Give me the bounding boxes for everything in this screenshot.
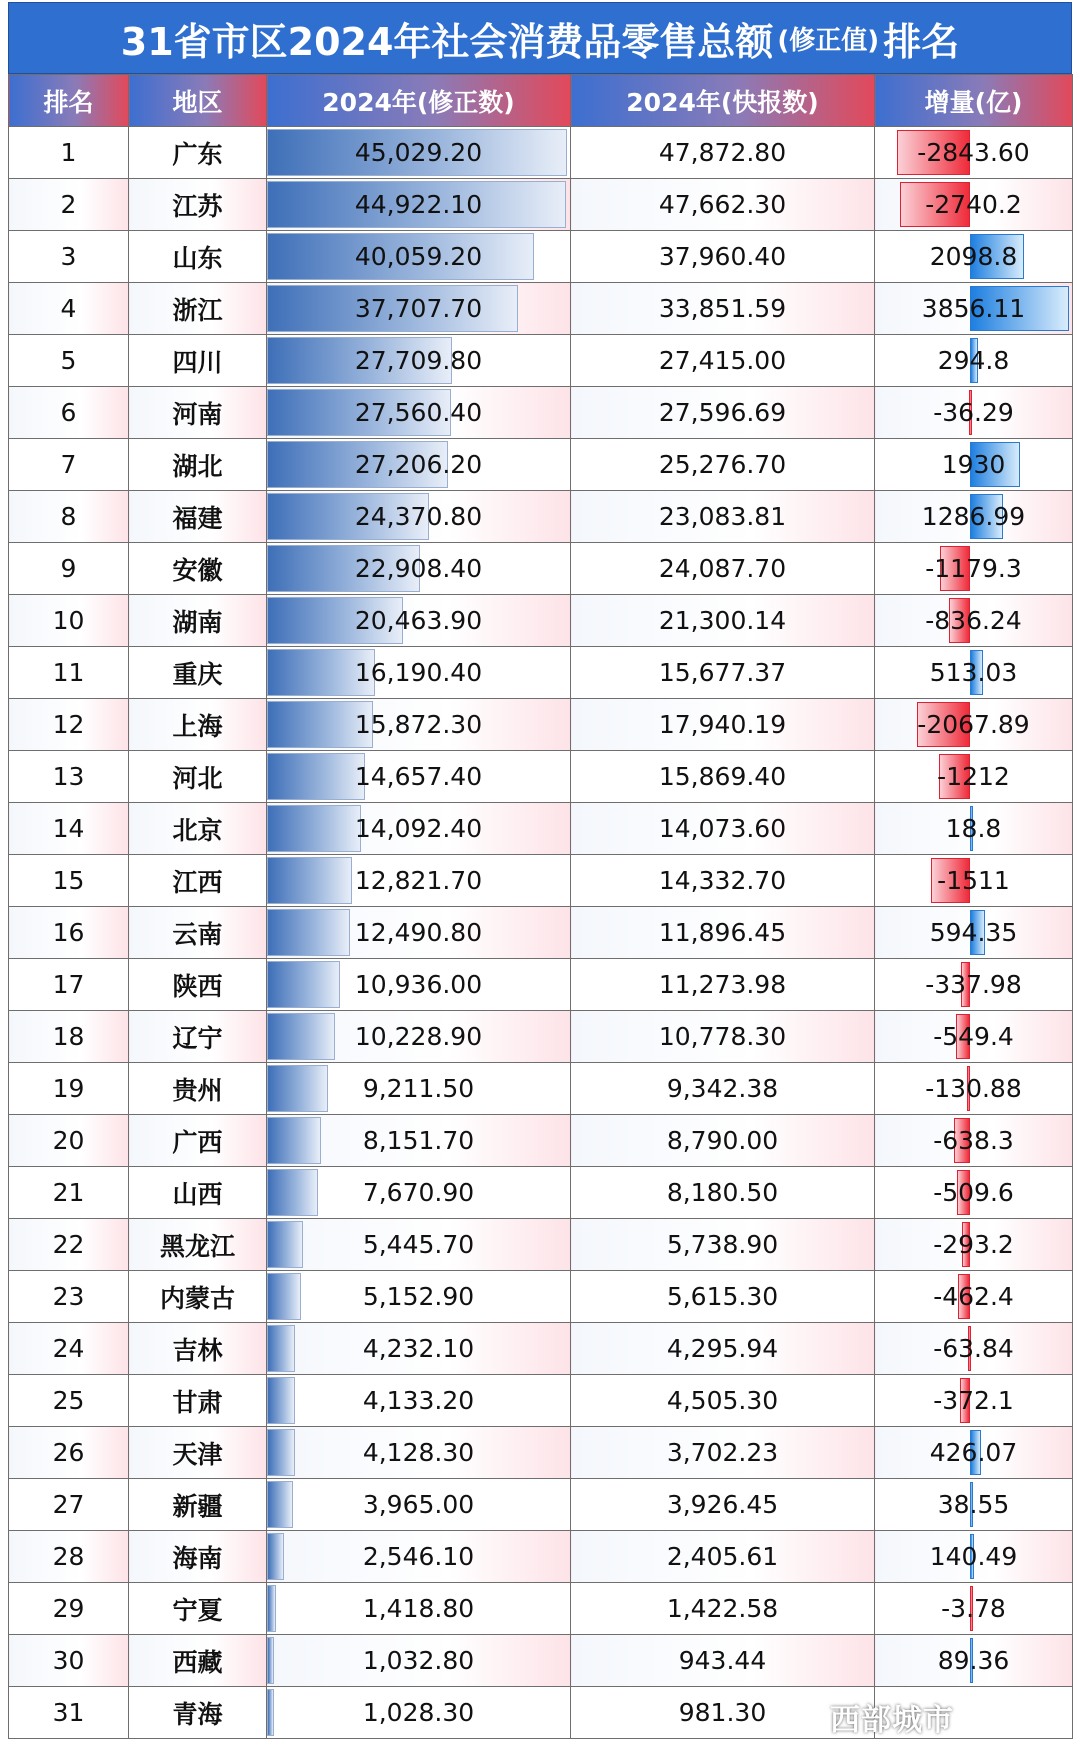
- rank-cell: 2: [9, 179, 129, 231]
- region-cell: 贵州: [129, 1063, 267, 1115]
- revised-cell: [267, 283, 571, 335]
- rank-cell: 3: [9, 231, 129, 283]
- revised-cell: [267, 231, 571, 283]
- delta-value: 1286.99: [921, 502, 1026, 531]
- rank-cell: 26: [9, 1427, 129, 1479]
- revised-value: 27,560.40: [354, 398, 483, 427]
- revised-value: 45,029.20: [354, 138, 483, 167]
- ranking-table-container: [8, 2, 1072, 1739]
- delta-cell: [875, 647, 1073, 699]
- rank-cell: 29: [9, 1583, 129, 1635]
- rank-cell: 12: [9, 699, 129, 751]
- revised-value: 1,028.30: [362, 1698, 475, 1727]
- table-row: [9, 907, 1073, 959]
- flash-cell: 21,300.14: [571, 595, 875, 647]
- revised-cell: [267, 1063, 571, 1115]
- rank-cell: 14: [9, 803, 129, 855]
- flash-cell: 14,332.70: [571, 855, 875, 907]
- revised-bar: [267, 1169, 318, 1216]
- delta-value: -509.6: [933, 1178, 1014, 1207]
- table-row: [9, 1479, 1073, 1531]
- revised-value: 7,670.90: [362, 1178, 475, 1207]
- rank-cell: 7: [9, 439, 129, 491]
- flash-cell: 10,778.30: [571, 1011, 875, 1063]
- revised-value: 8,151.70: [362, 1126, 475, 1155]
- flash-cell: 25,276.70: [571, 439, 875, 491]
- flash-cell: 3,702.23: [571, 1427, 875, 1479]
- region-cell: 辽宁: [129, 1011, 267, 1063]
- revised-value: 27,709.80: [354, 346, 483, 375]
- delta-value: -2740.2: [925, 190, 1022, 219]
- delta-cell: [875, 179, 1073, 231]
- table-row: [9, 1323, 1073, 1375]
- revised-bar: [267, 1689, 274, 1736]
- table-row: [9, 543, 1073, 595]
- delta-value: -638.3: [933, 1126, 1014, 1155]
- revised-cell: [267, 1323, 571, 1375]
- revised-cell: [267, 335, 571, 387]
- revised-value: 10,228.90: [354, 1022, 483, 1051]
- delta-value: 2098.8: [929, 242, 1018, 271]
- revised-value: 9,211.50: [362, 1074, 475, 1103]
- flash-cell: 981.30: [571, 1687, 875, 1739]
- table-row: [9, 491, 1073, 543]
- revised-cell: [267, 1635, 571, 1687]
- header-region: 地区: [129, 75, 267, 127]
- rank-cell: 31: [9, 1687, 129, 1739]
- revised-value: 1,032.80: [362, 1646, 475, 1675]
- region-cell: 北京: [129, 803, 267, 855]
- flash-cell: 2,405.61: [571, 1531, 875, 1583]
- region-cell: 西藏: [129, 1635, 267, 1687]
- region-cell: 河南: [129, 387, 267, 439]
- delta-value: -130.88: [925, 1074, 1022, 1103]
- revised-bar: [267, 1325, 295, 1372]
- flash-cell: 15,677.37: [571, 647, 875, 699]
- delta-cell: [875, 1115, 1073, 1167]
- region-cell: 河北: [129, 751, 267, 803]
- rank-cell: 5: [9, 335, 129, 387]
- region-cell: 江苏: [129, 179, 267, 231]
- rank-cell: 8: [9, 491, 129, 543]
- rank-cell: 10: [9, 595, 129, 647]
- revised-bar: [267, 1429, 295, 1476]
- delta-cell: [875, 1375, 1073, 1427]
- region-cell: 山东: [129, 231, 267, 283]
- rank-cell: 24: [9, 1323, 129, 1375]
- delta-value: -2067.89: [917, 710, 1030, 739]
- delta-cell: [875, 1167, 1073, 1219]
- rank-cell: 15: [9, 855, 129, 907]
- delta-cell: [875, 335, 1073, 387]
- delta-cell: [875, 699, 1073, 751]
- revised-value: 3,965.00: [362, 1490, 475, 1519]
- revised-cell: [267, 1011, 571, 1063]
- rank-cell: 13: [9, 751, 129, 803]
- revised-cell: [267, 179, 571, 231]
- rank-cell: 23: [9, 1271, 129, 1323]
- delta-cell: [875, 959, 1073, 1011]
- flash-cell: 11,896.45: [571, 907, 875, 959]
- rank-cell: 16: [9, 907, 129, 959]
- delta-value: -549.4: [933, 1022, 1014, 1051]
- revised-cell: [267, 803, 571, 855]
- flash-cell: 11,273.98: [571, 959, 875, 1011]
- region-cell: 云南: [129, 907, 267, 959]
- delta-cell: [875, 595, 1073, 647]
- delta-cell: [875, 1063, 1073, 1115]
- revised-bar: [267, 1065, 328, 1112]
- revised-value: 20,463.90: [354, 606, 483, 635]
- delta-value: 18.8: [945, 814, 1002, 843]
- region-cell: 湖北: [129, 439, 267, 491]
- revised-value: 5,445.70: [362, 1230, 475, 1259]
- table-row: [9, 127, 1073, 179]
- table-row: [9, 1167, 1073, 1219]
- revised-value: 14,092.40: [354, 814, 483, 843]
- delta-cell: [875, 1479, 1073, 1531]
- revised-cell: [267, 439, 571, 491]
- region-cell: 广西: [129, 1115, 267, 1167]
- revised-cell: [267, 1479, 571, 1531]
- revised-cell: [267, 1687, 571, 1739]
- revised-value: 5,152.90: [362, 1282, 475, 1311]
- flash-cell: 23,083.81: [571, 491, 875, 543]
- flash-cell: 9,342.38: [571, 1063, 875, 1115]
- table-row: [9, 855, 1073, 907]
- revised-value: 4,133.20: [362, 1386, 475, 1415]
- revised-cell: [267, 1427, 571, 1479]
- rank-cell: 6: [9, 387, 129, 439]
- delta-value: 513.03: [929, 658, 1018, 687]
- region-cell: 湖南: [129, 595, 267, 647]
- header-flash: 2024年(快报数): [571, 75, 875, 127]
- revised-cell: [267, 959, 571, 1011]
- table-row: [9, 1531, 1073, 1583]
- revised-cell: [267, 855, 571, 907]
- delta-cell: [875, 1011, 1073, 1063]
- title-main: 31省市区2024年社会消费品零售总额: [120, 19, 774, 64]
- revised-cell: [267, 1583, 571, 1635]
- delta-value: -63.84: [933, 1334, 1014, 1363]
- header-rank: 排名: [9, 75, 129, 127]
- delta-cell: [875, 855, 1073, 907]
- rank-cell: 19: [9, 1063, 129, 1115]
- revised-value: 22,908.40: [354, 554, 483, 583]
- delta-value: 38.55: [937, 1490, 1010, 1519]
- rank-cell: 20: [9, 1115, 129, 1167]
- flash-cell: 33,851.59: [571, 283, 875, 335]
- revised-bar: [267, 1221, 303, 1268]
- delta-cell: [875, 1271, 1073, 1323]
- delta-value: -337.98: [925, 970, 1022, 999]
- delta-value: -1511: [937, 866, 1010, 895]
- flash-cell: 943.44: [571, 1635, 875, 1687]
- table-row: [9, 1427, 1073, 1479]
- revised-bar: [267, 753, 365, 800]
- revised-cell: [267, 1219, 571, 1271]
- delta-cell: [875, 543, 1073, 595]
- revised-cell: [267, 1115, 571, 1167]
- revised-bar: [267, 961, 340, 1008]
- region-cell: 海南: [129, 1531, 267, 1583]
- revised-cell: [267, 1531, 571, 1583]
- table-row: [9, 283, 1073, 335]
- table-row: [9, 803, 1073, 855]
- table-row: [9, 751, 1073, 803]
- table-row: [9, 1583, 1073, 1635]
- revised-bar: [267, 1585, 276, 1632]
- rank-cell: 27: [9, 1479, 129, 1531]
- revised-cell: [267, 1271, 571, 1323]
- flash-cell: 4,295.94: [571, 1323, 875, 1375]
- revised-bar: [267, 1637, 274, 1684]
- revised-cell: [267, 647, 571, 699]
- region-cell: 安徽: [129, 543, 267, 595]
- revised-bar: [267, 1481, 293, 1528]
- ranking-table: [8, 74, 1073, 1739]
- revised-cell: [267, 1375, 571, 1427]
- rank-cell: 18: [9, 1011, 129, 1063]
- delta-cell: [875, 1323, 1073, 1375]
- table-row: [9, 335, 1073, 387]
- table-row: [9, 1011, 1073, 1063]
- flash-cell: 47,872.80: [571, 127, 875, 179]
- table-row: [9, 231, 1073, 283]
- region-cell: 上海: [129, 699, 267, 751]
- revised-value: 44,922.10: [354, 190, 483, 219]
- delta-value: 426.07: [929, 1438, 1018, 1467]
- region-cell: 四川: [129, 335, 267, 387]
- revised-value: 40,059.20: [354, 242, 483, 271]
- rank-cell: 30: [9, 1635, 129, 1687]
- flash-cell: 1,422.58: [571, 1583, 875, 1635]
- delta-value: 140.49: [929, 1542, 1018, 1571]
- delta-cell: [875, 751, 1073, 803]
- revised-bar: [267, 1377, 295, 1424]
- delta-cell: [875, 907, 1073, 959]
- table-body: [9, 127, 1073, 1739]
- title-sub: (修正值): [777, 25, 880, 56]
- header-revised: 2024年(修正数): [267, 75, 571, 127]
- delta-value: 594.35: [929, 918, 1018, 947]
- delta-value: -3.78: [941, 1594, 1006, 1623]
- flash-cell: 27,415.00: [571, 335, 875, 387]
- table-row: [9, 1375, 1073, 1427]
- revised-value: 4,128.30: [362, 1438, 475, 1467]
- revised-bar: [267, 1013, 335, 1060]
- delta-cell: [875, 803, 1073, 855]
- revised-cell: [267, 595, 571, 647]
- table-row: [9, 1063, 1073, 1115]
- flash-cell: 8,180.50: [571, 1167, 875, 1219]
- rank-cell: 9: [9, 543, 129, 595]
- flash-cell: 37,960.40: [571, 231, 875, 283]
- table-row: [9, 1271, 1073, 1323]
- title-tail: 排名: [883, 19, 960, 64]
- delta-value: 294.8: [937, 346, 1010, 375]
- revised-cell: [267, 387, 571, 439]
- revised-bar: [267, 1533, 284, 1580]
- revised-bar: [267, 805, 361, 852]
- flash-cell: 15,869.40: [571, 751, 875, 803]
- revised-value: 37,707.70: [354, 294, 483, 323]
- region-cell: 山西: [129, 1167, 267, 1219]
- delta-value: -1212: [937, 762, 1010, 791]
- delta-cell: [875, 1531, 1073, 1583]
- delta-cell: [875, 1583, 1073, 1635]
- region-cell: 广东: [129, 127, 267, 179]
- table-row: [9, 387, 1073, 439]
- delta-value: -293.2: [933, 1230, 1014, 1259]
- delta-cell: [875, 1635, 1073, 1687]
- revised-value: 1,418.80: [362, 1594, 475, 1623]
- rank-cell: 21: [9, 1167, 129, 1219]
- table-row: [9, 699, 1073, 751]
- delta-value: 3856.11: [921, 294, 1026, 323]
- revised-bar: [267, 857, 352, 904]
- delta-cell: [875, 1427, 1073, 1479]
- delta-cell: [875, 127, 1073, 179]
- region-cell: 青海: [129, 1687, 267, 1739]
- delta-cell: [875, 231, 1073, 283]
- table-row: [9, 647, 1073, 699]
- region-cell: 宁夏: [129, 1583, 267, 1635]
- flash-cell: 27,596.69: [571, 387, 875, 439]
- rank-cell: 25: [9, 1375, 129, 1427]
- rank-cell: 17: [9, 959, 129, 1011]
- revised-bar: [267, 1117, 321, 1164]
- revised-value: 24,370.80: [354, 502, 483, 531]
- revised-value: 16,190.40: [354, 658, 483, 687]
- region-cell: 黑龙江: [129, 1219, 267, 1271]
- revised-cell: [267, 1167, 571, 1219]
- revised-bar: [267, 909, 350, 956]
- region-cell: 重庆: [129, 647, 267, 699]
- rank-cell: 11: [9, 647, 129, 699]
- delta-cell: [875, 283, 1073, 335]
- delta-cell: [875, 1219, 1073, 1271]
- region-cell: 内蒙古: [129, 1271, 267, 1323]
- revised-cell: [267, 907, 571, 959]
- revised-cell: [267, 751, 571, 803]
- delta-value: 89.36: [937, 1646, 1010, 1675]
- region-cell: 吉林: [129, 1323, 267, 1375]
- revised-cell: [267, 127, 571, 179]
- flash-cell: 14,073.60: [571, 803, 875, 855]
- region-cell: 浙江: [129, 283, 267, 335]
- region-cell: 天津: [129, 1427, 267, 1479]
- revised-value: 4,232.10: [362, 1334, 475, 1363]
- table-row: [9, 179, 1073, 231]
- revised-bar: [267, 1273, 301, 1320]
- revised-value: 27,206.20: [354, 450, 483, 479]
- revised-value: 15,872.30: [354, 710, 483, 739]
- delta-value: -36.29: [933, 398, 1014, 427]
- flash-cell: 3,926.45: [571, 1479, 875, 1531]
- region-cell: 新疆: [129, 1479, 267, 1531]
- table-row: [9, 595, 1073, 647]
- table-row: [9, 439, 1073, 491]
- rank-cell: 1: [9, 127, 129, 179]
- revised-value: 2,546.10: [362, 1542, 475, 1571]
- delta-value: 1930: [941, 450, 1006, 479]
- delta-value: -2843.60: [917, 138, 1030, 167]
- table-row: [9, 1635, 1073, 1687]
- region-cell: 江西: [129, 855, 267, 907]
- revised-value: 14,657.40: [354, 762, 483, 791]
- revised-value: 10,936.00: [354, 970, 483, 999]
- region-cell: 甘肃: [129, 1375, 267, 1427]
- delta-cell: [875, 387, 1073, 439]
- flash-cell: 4,505.30: [571, 1375, 875, 1427]
- watermark: 西部城市: [830, 1703, 954, 1738]
- delta-value: -462.4: [933, 1282, 1014, 1311]
- table-row: [9, 1115, 1073, 1167]
- revised-cell: [267, 699, 571, 751]
- flash-cell: 5,738.90: [571, 1219, 875, 1271]
- rank-cell: 4: [9, 283, 129, 335]
- header-delta: 增量(亿): [875, 75, 1073, 127]
- flash-cell: 24,087.70: [571, 543, 875, 595]
- page-title: [8, 2, 1072, 74]
- delta-value: -372.1: [933, 1386, 1014, 1415]
- flash-cell: 8,790.00: [571, 1115, 875, 1167]
- table-row: [9, 1219, 1073, 1271]
- delta-cell: [875, 439, 1073, 491]
- revised-value: 12,490.80: [354, 918, 483, 947]
- delta-value: -1179.3: [925, 554, 1022, 583]
- revised-cell: [267, 491, 571, 543]
- flash-cell: 17,940.19: [571, 699, 875, 751]
- table-row: [9, 959, 1073, 1011]
- revised-cell: [267, 543, 571, 595]
- revised-value: 12,821.70: [354, 866, 483, 895]
- region-cell: 陕西: [129, 959, 267, 1011]
- flash-cell: 47,662.30: [571, 179, 875, 231]
- flash-cell: 5,615.30: [571, 1271, 875, 1323]
- rank-cell: 28: [9, 1531, 129, 1583]
- rank-cell: 22: [9, 1219, 129, 1271]
- table-header-row: [9, 75, 1073, 127]
- delta-cell: [875, 491, 1073, 543]
- region-cell: 福建: [129, 491, 267, 543]
- delta-value: -836.24: [925, 606, 1022, 635]
